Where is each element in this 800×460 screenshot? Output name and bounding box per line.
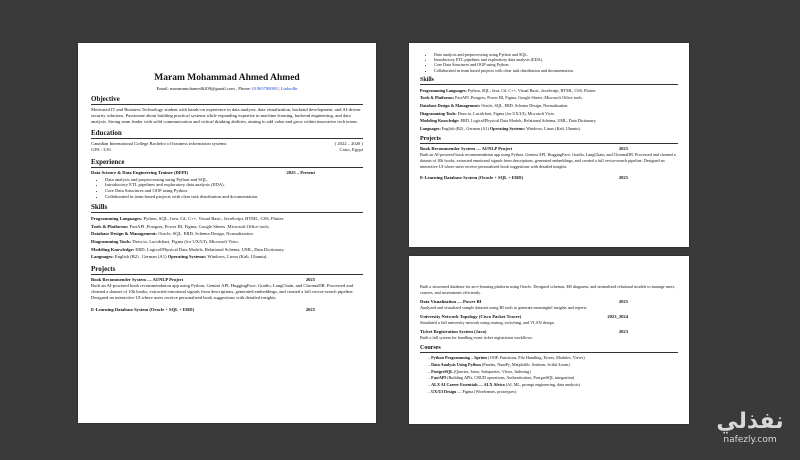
divider — [91, 274, 363, 275]
objective-heading: Objective — [91, 95, 120, 103]
divider — [420, 352, 678, 353]
project-title-row: Book Recommender System — AI/NLP Project 2025 — [91, 276, 315, 282]
course-line: – PostgreSQL (Queries, Joins, Subqueries, Views, Indexing) — [428, 368, 531, 374]
projects-heading: Projects — [420, 136, 441, 143]
divider — [91, 138, 363, 139]
list-item: • Introductory ETL pipelines and exploratory data analysis (EDA). — [434, 57, 678, 62]
skill-line: Languages: English (B2) , German (A1) Operating Systems: Windows, Linux (Kali, Ubuntu). — [420, 125, 581, 131]
skill-line: Modeling Knowledge: ERD, Logical/Physical Data Models, Relational Schema, UML, Data Dictionary. — [91, 246, 285, 252]
skill-line: Programming Languages: Python, SQL, Java, C#, C++, Visual Basic, JavaScript, HTML, CSS, Flutter. — [91, 216, 285, 222]
phone-link[interactable]: 01065788000 — [252, 86, 278, 91]
project-desc: Built an AI-powered book recommendation app using Python, Gemini API, HuggingFace, Gradio, LangChain, and ChromaDB. Processed and cleaned a dataset of 10k books, extracted emotional signals from descriptions, generated embeddings, and created a full vector-search pipeline. Designed an interactive UI where users receive personalized book suggestions with detailed insights. — [420, 152, 676, 170]
divider — [420, 143, 678, 144]
experience-dates: 2025 – Present — [286, 169, 315, 175]
experience-role-row — [91, 170, 363, 176]
list-item: • Collaborated in team based projects with clear task distribution and documentation. — [105, 194, 363, 200]
project-title-row: University Network Topology (Cisco Packet Tracer) 2023_2024 — [420, 314, 628, 319]
education-heading: Education — [91, 129, 122, 137]
contact-sep: | — [277, 86, 281, 91]
skills-heading: Skills — [420, 76, 435, 83]
skill-line: Database Design & Management: Oracle, SQL, ERD, Schema Design, Normalization. — [420, 103, 569, 108]
nafezly-url: nafezly.com — [723, 435, 777, 445]
skill-line: Tools & Platforms: FastAPI ,Postgres, Power BI, Figma, Google Sheets ,Microsoft Office tools. — [91, 223, 270, 229]
skill-line: Database Design & Management: Oracle, SQL, ERD, Schema Design, Normalization. — [91, 231, 254, 237]
list-item: • Core Data Structures and OOP using Python. — [434, 62, 678, 67]
project-desc: Built an AI-powered book recommendation app using Python, Gemini API, HuggingFace, Gradio, LangChain, and ChromaDB. Processed and cleaned a dataset of 10k books, extracted emotional signals from descriptions, generated embeddings, and created a full vector-search pipeline. Designed an interactive UI where users receive personalized book suggestions with detailed insights. — [91, 282, 354, 300]
experience-heading: Experience — [91, 157, 125, 166]
skill-line: Tools & Platforms: FastAPI ,Postgres, Power BI, Figma, Google Sheets ,Microsoft Office tools. — [420, 95, 583, 101]
project-desc: Analyzed and visualized sample datasets using BI tools to generate meaningful insights and reports. — [420, 305, 588, 310]
divider — [91, 167, 363, 168]
list-item: • Data analysis and preprocessing using Python and SQL. — [434, 52, 678, 57]
projects-heading: Projects — [91, 264, 116, 273]
list-item: • Introductory ETL pipelines and exploratory data analysis (EDA). — [105, 182, 363, 188]
resume-page-2 — [409, 256, 689, 424]
project-desc: Simulated a full university network using routing, switching, and VLAN design. — [420, 320, 555, 325]
skills-heading: Skills — [91, 203, 108, 212]
nafezly-watermark — [705, 410, 795, 460]
divider — [91, 104, 363, 105]
education-school: Canadian International College Bachelor of business information systems — [91, 141, 227, 146]
resume-page-1 — [78, 43, 376, 423]
divider — [420, 84, 678, 85]
course-line: – ALX AI Career Essentials — ALX Africa (AI, ML, prompt engineering, data analysis) — [428, 382, 580, 388]
education-gpa: GPA : 3.81 — [91, 147, 112, 153]
list-item: • Data analysis and preprocessing using Python and SQL. — [105, 177, 363, 183]
experience-bullets — [91, 177, 363, 199]
experience-bullets — [420, 52, 678, 73]
project-title-row: Book Recommender System — AI/NLP Project 2025 — [420, 146, 628, 152]
education-row-2 — [91, 147, 363, 153]
project-title-row: Data Visualization — Power BI 2025 — [420, 299, 628, 304]
course-line: – Data Analysis Using Python (Pandas, NumPy, Matplotlib, Seaborn, Scikit-Learn) — [428, 361, 570, 367]
resume-page-1-repeat — [409, 43, 689, 247]
nafezly-logo: نفذلي — [716, 409, 784, 434]
course-line: – UX/UI Design — Figma (Wireframes, prototypes) — [428, 388, 517, 394]
project-desc: Built a full system for handling event ticket registration workflows. — [420, 335, 534, 340]
skill-line: Languages: English (B2) , German (A1) Operating Systems: Windows, Linux (Kali, Ubuntu). — [91, 254, 268, 260]
education-dates: ( 2022 – 2026 ) — [334, 141, 363, 146]
course-line: – FastAPI (Building APIs, CRUD operations, Authentication, PostgreSQL integration) — [428, 375, 575, 381]
course-line: – Python Programming – Sprints (OOP, Functions, File Handling, Errors, Modules, Views) — [428, 355, 585, 360]
list-item: • Core Data Structures and OOP using Python. — [105, 188, 363, 194]
divider — [91, 212, 363, 213]
resume-name: Maram Mohammad Ahmed Ahmed — [154, 73, 300, 83]
skill-line: Diagramming Tools: Draw.io, Lucidchart, Figma (for UX/UI), Microsoft Visio. — [91, 238, 239, 244]
skill-line: Programming Languages: Python, SQL, Java, C#, C++, Visual Basic, JavaScript, HTML, CSS, Flutter. — [420, 87, 597, 93]
skill-line: Diagramming Tools: Draw.io, Lucidchart, Figma (for UX/UI), Microsoft Visio. — [420, 110, 555, 116]
experience-role: Data Science & Data Engineering Trainee (DEPI) — [91, 169, 189, 175]
linkedin-link[interactable]: LinkedIn — [280, 86, 298, 91]
skill-line: Modeling Knowledge: ERD, Logical/Physical Data Models, Relational Schema, UML, Data Dictionary. — [420, 118, 597, 124]
project-title-row: Ticket Registration System (Java) 2023 — [420, 329, 628, 334]
objective-text: Motivated IT and Business Technology student with hands-on experience in data analysis, data visualization, backend development, and AI-driven security solutions. Passionate about building practical systems while expanding expertise in machine learning, backend engineering, and data analysis. Strong team leader with solid communication and critical thinking abilities, aiming to add value and grow within innovative tech teams. — [91, 107, 361, 124]
contact-line — [91, 86, 363, 91]
contact-email: Email: maramnnohamed6200@gmail.com , Phone: — [156, 86, 253, 91]
courses-heading: Courses — [420, 345, 441, 351]
project-title-row: E-Learning Database System (Oracle + SQL + ERD) 2025 — [91, 306, 315, 312]
project-title-row: E-Learning Database System (Oracle + SQL + ERD) 2025 — [420, 175, 628, 181]
education-location: Cairo, Egypt — [339, 147, 363, 153]
list-item: • Collaborated in team based projects with clear task distribution and documentation. — [434, 68, 678, 73]
project-desc: Built a structured database for an e-learning platform using Oracle. Designed schemas, ER diagrams, and normalized relational models to manage users, courses, and assessments efficiently. — [420, 284, 676, 295]
